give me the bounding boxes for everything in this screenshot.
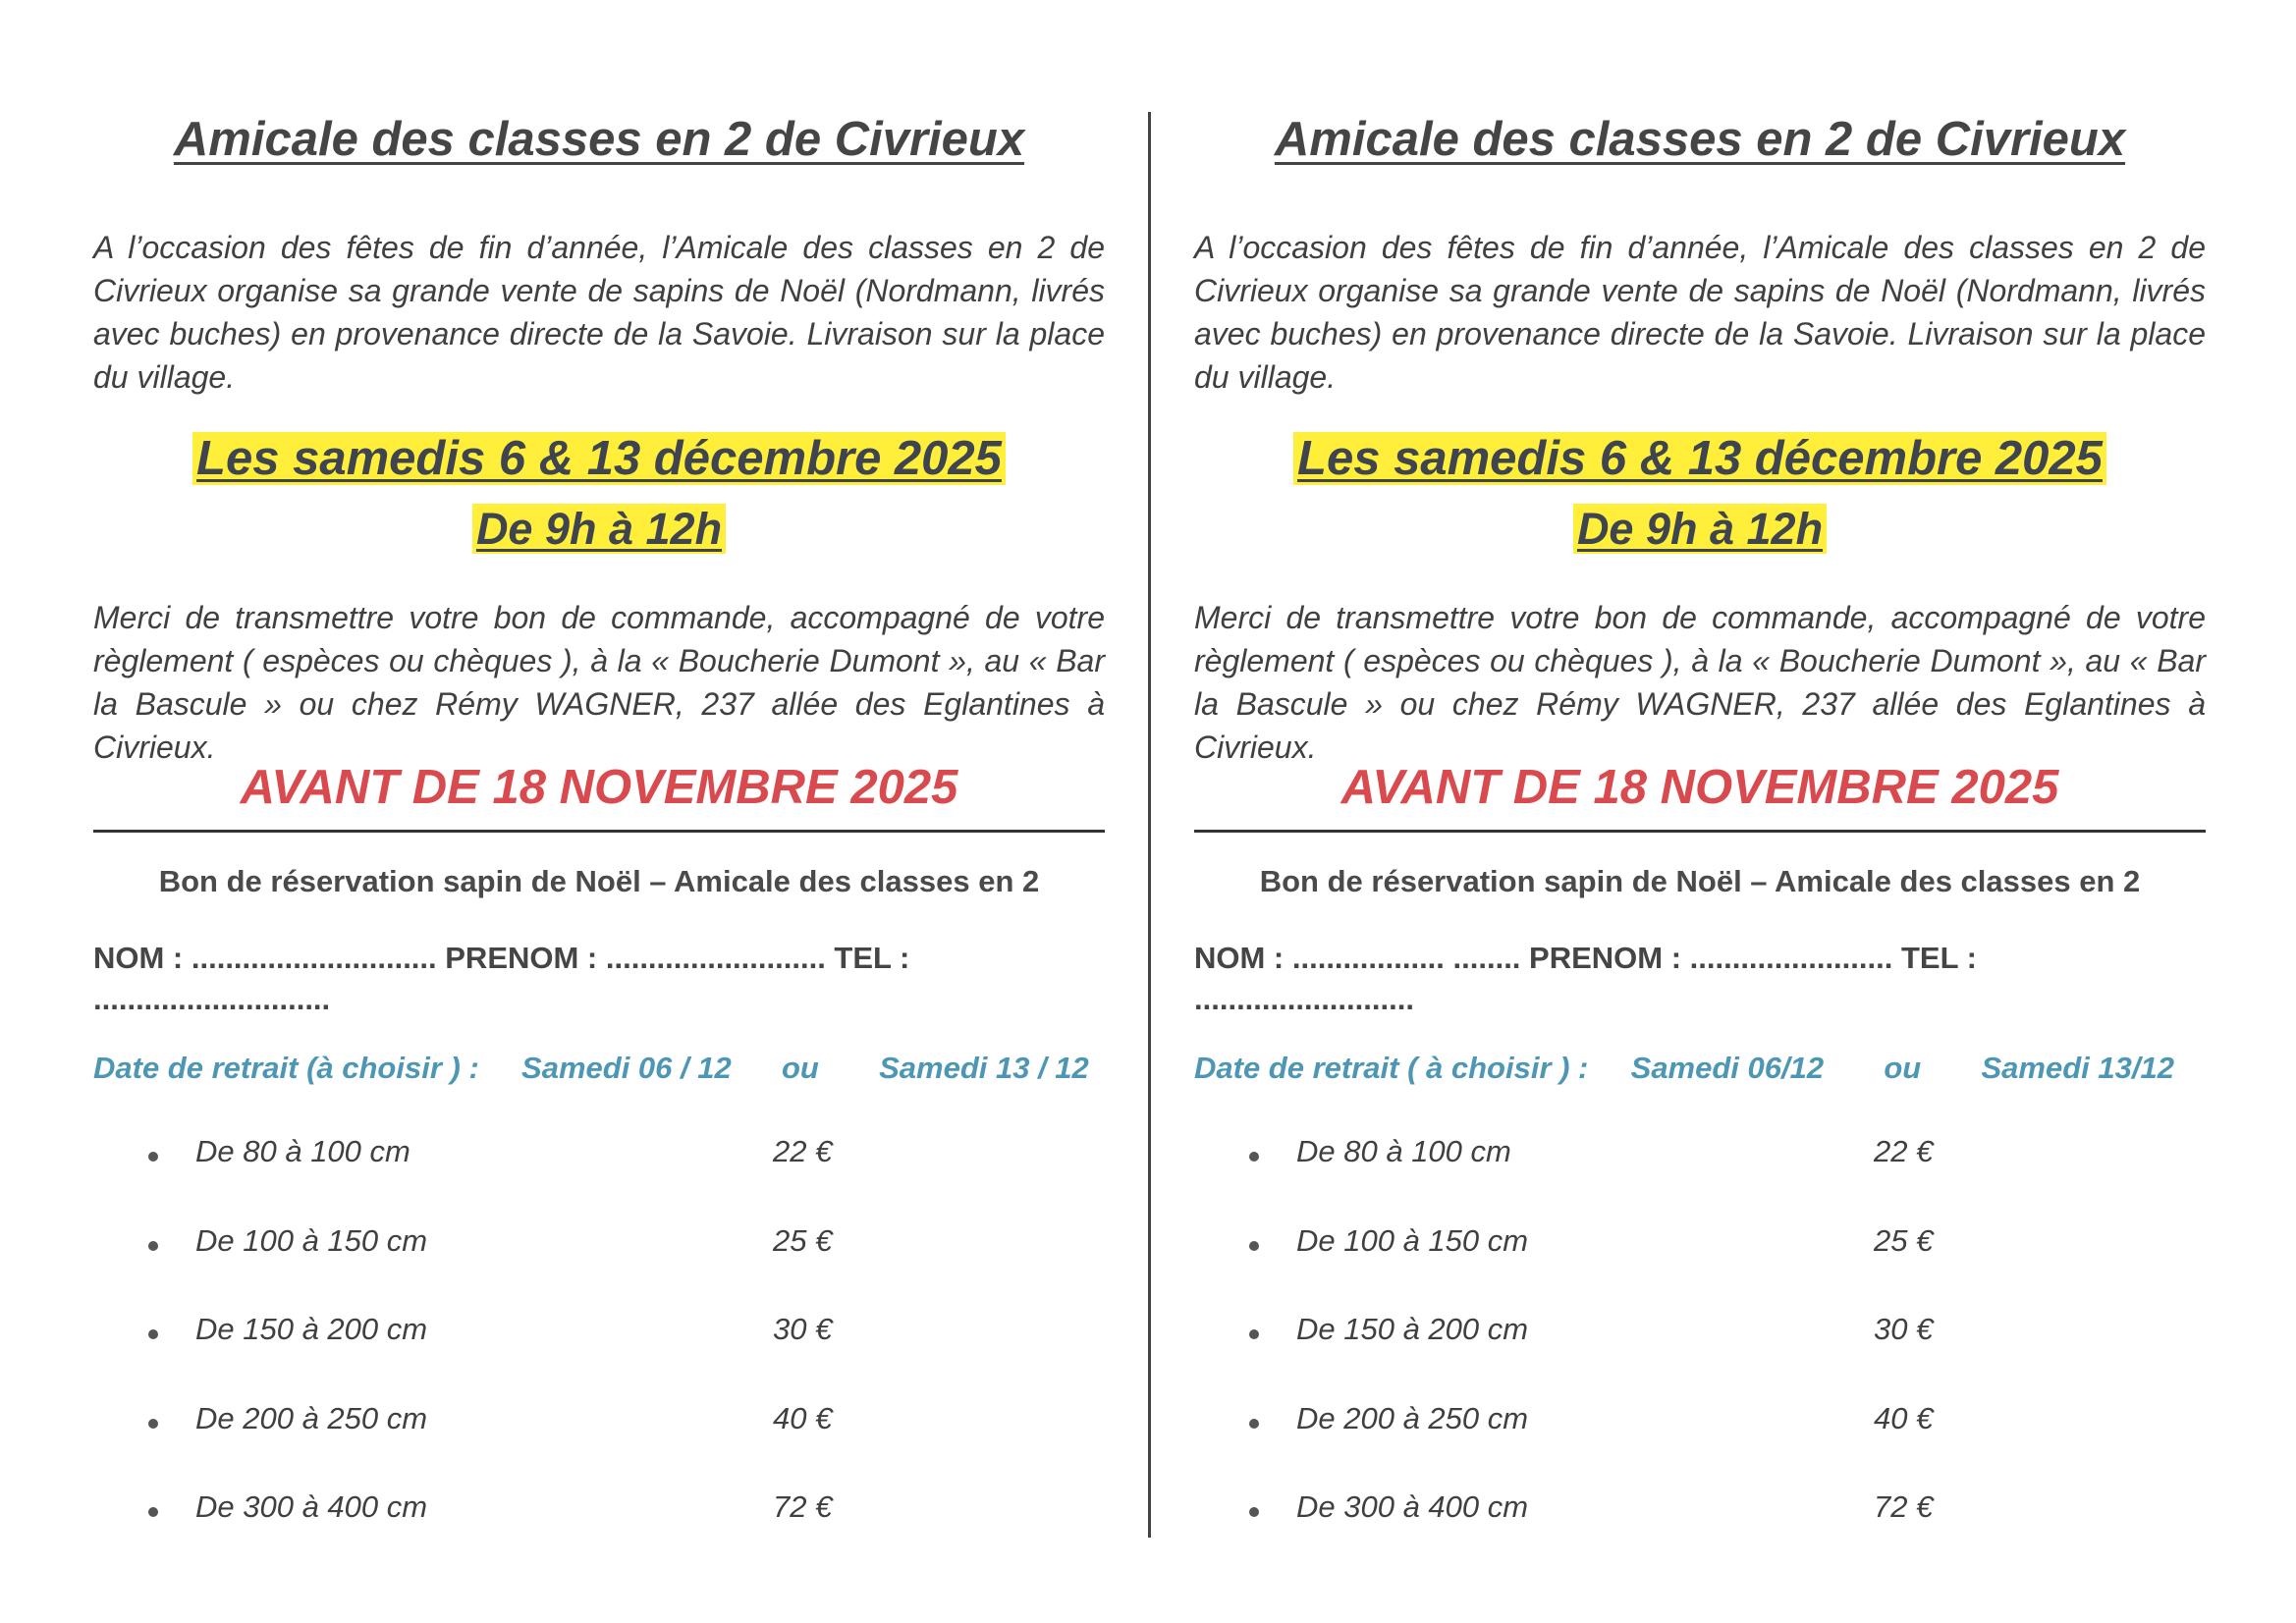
- name-fields-line[interactable]: NOM : .................. ........ PRENOM : ........................ TEL :: [1194, 941, 1977, 975]
- size-label: De 80 à 100 cm: [1296, 1134, 1511, 1168]
- size-price: 22 €: [773, 1134, 833, 1168]
- sale-dates-line: Les samedis 6 & 13 décembre 2025: [1293, 432, 2106, 485]
- cut-line: [1194, 830, 2206, 833]
- size-price: 40 €: [773, 1400, 833, 1435]
- size-label: De 150 à 200 cm: [195, 1312, 428, 1346]
- size-price: 72 €: [773, 1489, 833, 1524]
- sale-hours-line: De 9h à 12h: [1573, 504, 1827, 554]
- phone-field-dots[interactable]: ..........................: [1194, 982, 1414, 1016]
- sale-dates: [93, 430, 1105, 558]
- deadline-heading: AVANT DE 18 NOVEMBRE 2025: [1340, 761, 2059, 814]
- size-price: 25 €: [1874, 1222, 1934, 1258]
- sale-hours-line: De 9h à 12h: [472, 504, 726, 554]
- pickup-option-saturday-13[interactable]: Samedi 13/12: [1981, 1051, 2174, 1085]
- bullet-icon: [148, 1152, 158, 1162]
- intro-paragraph: A l’occasion des fêtes de fin d’année, l’Amicale des classes en 2 de Civrieux organise sa grande vente de sapins de Noël (Nordmann, livrés avec buches) en provenance directe de la Savoie. Livraison sur la place du village.: [1194, 230, 2206, 395]
- size-price: 30 €: [773, 1312, 833, 1346]
- order-form-title: Bon de réservation sapin de Noël – Amicale des classes en 2: [1259, 864, 2141, 898]
- size-price: 30 €: [1874, 1312, 1934, 1346]
- pickup-date-line: [1194, 1051, 2206, 1086]
- tree-size-list: [93, 1134, 1105, 1579]
- list-item[interactable]: [93, 1134, 1105, 1223]
- list-item[interactable]: [1194, 1312, 2206, 1401]
- bullet-icon: [1249, 1329, 1259, 1339]
- size-label: De 200 à 250 cm: [195, 1400, 428, 1435]
- name-fields-line[interactable]: NOM : ............................. PRENOM : .......................... TEL :: [93, 941, 910, 975]
- column-divider: [1148, 112, 1151, 1538]
- list-item[interactable]: [1194, 1401, 2206, 1490]
- pickup-or: ou: [781, 1051, 819, 1085]
- size-label: De 300 à 400 cm: [1296, 1489, 1529, 1524]
- flyer-title: Amicale des classes en 2 de Civrieux: [1274, 113, 2126, 166]
- bullet-icon: [148, 1419, 158, 1429]
- size-label: De 100 à 150 cm: [195, 1222, 428, 1258]
- size-label: De 150 à 200 cm: [1296, 1312, 1529, 1346]
- pickup-date-line: [93, 1051, 1105, 1086]
- pickup-or: ou: [1884, 1051, 1922, 1085]
- sale-dates: [1194, 430, 2206, 558]
- order-form-title: Bon de réservation sapin de Noël – Amicale des classes en 2: [158, 864, 1040, 898]
- deadline-heading: AVANT DE 18 NOVEMBRE 2025: [240, 761, 958, 814]
- pickup-option-saturday-13[interactable]: Samedi 13 / 12: [879, 1051, 1089, 1085]
- size-price: 40 €: [1874, 1400, 1934, 1435]
- bullet-icon: [1249, 1152, 1259, 1162]
- list-item[interactable]: [93, 1312, 1105, 1401]
- sale-dates-line: Les samedis 6 & 13 décembre 2025: [192, 432, 1006, 485]
- pickup-option-saturday-06[interactable]: Samedi 06/12: [1630, 1051, 1825, 1085]
- bullet-icon: [148, 1241, 158, 1251]
- bullet-icon: [148, 1507, 158, 1517]
- tree-size-list: [1194, 1134, 2206, 1579]
- size-price: 25 €: [773, 1222, 833, 1258]
- flyer-left: [93, 0, 1105, 1623]
- list-item[interactable]: [93, 1223, 1105, 1313]
- size-label: De 200 à 250 cm: [1296, 1400, 1529, 1435]
- bullet-icon: [1249, 1419, 1259, 1429]
- list-item[interactable]: [1194, 1223, 2206, 1313]
- cut-line: [93, 830, 1105, 833]
- size-label: De 300 à 400 cm: [195, 1489, 428, 1524]
- pickup-option-saturday-06[interactable]: Samedi 06 / 12: [521, 1051, 732, 1085]
- bullet-icon: [1249, 1241, 1259, 1251]
- size-label: De 80 à 100 cm: [195, 1134, 410, 1168]
- phone-field-dots[interactable]: ............................: [93, 982, 331, 1016]
- bullet-icon: [148, 1329, 158, 1339]
- list-item[interactable]: [1194, 1489, 2206, 1579]
- intro-paragraph: A l’occasion des fêtes de fin d’année, l’Amicale des classes en 2 de Civrieux organise sa grande vente de sapins de Noël (Nordmann, livrés avec buches) en provenance directe de la Savoie. Livraison sur la place du village.: [93, 230, 1105, 395]
- flyer-title: Amicale des classes en 2 de Civrieux: [173, 113, 1025, 166]
- instructions-paragraph: Merci de transmettre votre bon de commande, accompagné de votre règlement ( espèces ou chèques ), à la « Boucherie Dumont », au « Bar la Bascule » ou chez Rémy WAGNER, 237 allée des Eglantines à Civrieux.: [93, 600, 1105, 765]
- bullet-icon: [1249, 1507, 1259, 1517]
- list-item[interactable]: [1194, 1134, 2206, 1223]
- size-price: 22 €: [1874, 1134, 1934, 1168]
- pickup-date-label: Date de retrait ( à choisir ) :: [1194, 1051, 1589, 1085]
- size-label: De 100 à 150 cm: [1296, 1222, 1529, 1258]
- instructions-paragraph: Merci de transmettre votre bon de commande, accompagné de votre règlement ( espèces ou chèques ), à la « Boucherie Dumont », au « Bar la Bascule » ou chez Rémy WAGNER, 237 allée des Eglantines à Civrieux.: [1194, 600, 2206, 765]
- size-price: 72 €: [1874, 1489, 1934, 1524]
- flyer-right: [1194, 0, 2206, 1623]
- list-item[interactable]: [93, 1489, 1105, 1579]
- pickup-date-label: Date de retrait (à choisir ) :: [93, 1051, 479, 1085]
- list-item[interactable]: [93, 1401, 1105, 1490]
